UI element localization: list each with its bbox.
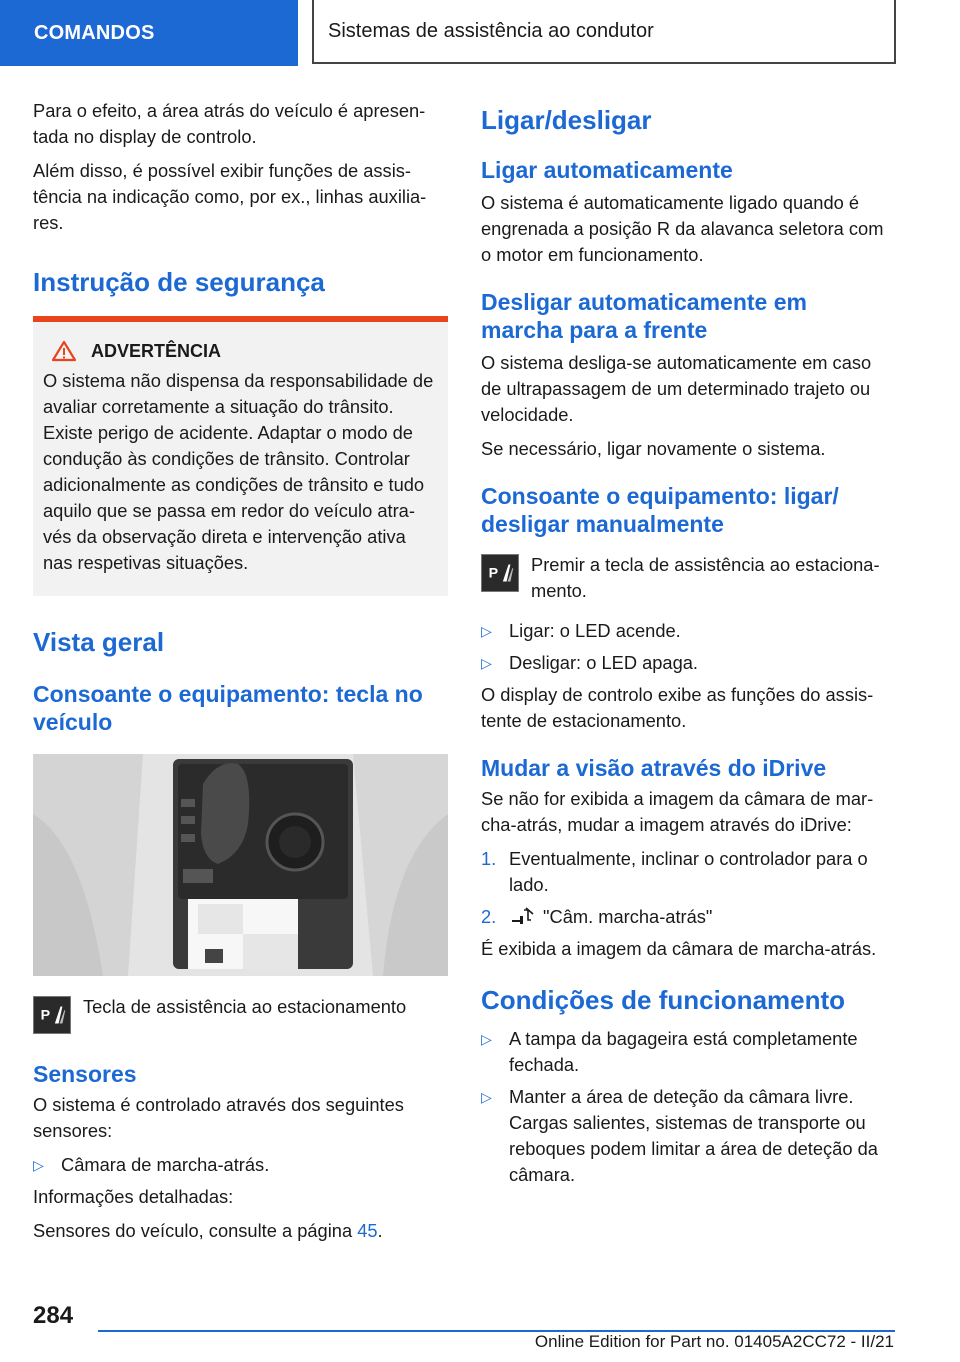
- park-assist-key-icon: [481, 554, 519, 592]
- bullet-triangle-icon: ▷: [481, 1031, 492, 1047]
- conditions-list: [481, 1026, 895, 1188]
- manual-heading: Consoante o equipamento: ligar/ desligar manualmente: [481, 483, 839, 537]
- right-column: [481, 98, 895, 1194]
- idrive-heading: Mudar a visão através do iDrive: [481, 755, 827, 781]
- intro-paragraph-2: Além disso, é possível exibir funções de assis-tência na indicação como, por ex., linhas auxilia-res.: [33, 160, 427, 233]
- list-item: ▷ Manter a área de deteção da câmara livre. Cargas salientes, sistemas de transporte ou reboques podem limitar a área de deteção da câmara.: [481, 1084, 895, 1188]
- manual-row: [481, 552, 895, 604]
- warning-text: O sistema não dispensa da responsabilidade de avaliar corretamente a situação do trânsito. Existe perigo de acidente. Adaptar o modo de condução às condições de trânsito. Controlar adicionalmente as condições de trânsito e tudo aquilo que se passa em redor do veículo atra-vés da observação direta e intervenção ativa nas respetivas situações.: [43, 370, 434, 573]
- list-item: 1. Eventualmente, inclinar o controlador para o lado.: [481, 848, 868, 895]
- page-link[interactable]: 45: [357, 1220, 378, 1241]
- warning-box: [33, 316, 448, 596]
- safety-heading: Instrução de segurança: [33, 267, 325, 297]
- key-caption-row: [33, 994, 448, 1034]
- reverse-camera-icon: [509, 906, 535, 928]
- svg-text:P: P: [40, 1007, 51, 1024]
- svg-text:P: P: [488, 565, 499, 582]
- auto-on-heading: Ligar automaticamente: [481, 157, 733, 183]
- manual-list: [481, 618, 895, 676]
- page-number: 284: [33, 1302, 74, 1329]
- chapter-title: Sistemas de assistência ao condutor: [312, 0, 896, 64]
- onoff-heading: Ligar/desligar: [481, 105, 652, 135]
- detail-label: Informações detalhadas:: [33, 1186, 234, 1207]
- auto-off-text-2: Se necessário, ligar novamente o sistema.: [481, 438, 826, 459]
- park-assist-key-icon: [33, 996, 71, 1034]
- sensors-text: O sistema é controlado através dos seguintes sensores:: [33, 1094, 404, 1141]
- key-caption: Tecla de assistência ao estacionamento: [83, 996, 407, 1017]
- section-tab: COMANDOS: [0, 0, 298, 66]
- bullet-triangle-icon: ▷: [33, 1157, 44, 1173]
- manual-text: Premir a tecla de assistência ao estaciona-mento.: [531, 554, 880, 601]
- idrive-after: É exibida a imagem da câmara de marcha-atrás.: [481, 938, 877, 959]
- warning-label: ADVERTÊNCIA: [91, 340, 222, 361]
- auto-off-heading: Desligar automaticamente em marcha para a frente: [481, 289, 807, 343]
- page-header: [0, 0, 960, 66]
- bullet-triangle-icon: ▷: [481, 623, 492, 639]
- conditions-heading: Condições de funcionamento: [481, 985, 846, 1015]
- center-console-photo: [33, 754, 448, 976]
- idrive-steps: [481, 846, 895, 930]
- left-column: [33, 98, 448, 1252]
- bullet-triangle-icon: ▷: [481, 1089, 492, 1105]
- idrive-text: Se não for exibida a imagem da câmara de mar-cha-atrás, mudar a imagem através do iDrive:: [481, 788, 874, 835]
- sensors-heading: Sensores: [33, 1061, 137, 1087]
- warning-header: [51, 340, 436, 362]
- button-subheading: Consoante o equipamento: tecla no veículo: [33, 681, 423, 735]
- detail-reference: Sensores do veículo, consulte a página 45.: [33, 1220, 383, 1241]
- list-item: ▷ Ligar: o LED acende.: [481, 618, 895, 644]
- auto-on-text: O sistema é automaticamente ligado quando é engrenada a posição R da alavanca seletora com o motor em funcionamento.: [481, 192, 884, 265]
- overview-heading: Vista geral: [33, 627, 165, 657]
- bullet-triangle-icon: ▷: [481, 655, 492, 671]
- warning-triangle-icon: [51, 340, 77, 362]
- list-item: ▷ Desligar: o LED apaga.: [481, 650, 895, 676]
- intro-paragraph-1: Para o efeito, a área atrás do veículo é apresen-tada no display de controlo.: [33, 100, 426, 147]
- sensors-list: [33, 1152, 448, 1178]
- list-item: ▷ A tampa da bagageira está completamente fechada.: [481, 1026, 895, 1078]
- list-item: 2. "Câm. marcha-atrás": [481, 906, 713, 927]
- footer-edition: Online Edition for Part no. 01405A2CC72 - II/21: [534, 1332, 894, 1351]
- manual-after: O display de controlo exibe as funções do assis-tente de estacionamento.: [481, 684, 874, 731]
- list-item: ▷ Câmara de marcha-atrás.: [33, 1152, 448, 1178]
- auto-off-text: O sistema desliga-se automaticamente em caso de ultrapassagem de um determinado trajeto ou velocidade.: [481, 352, 872, 425]
